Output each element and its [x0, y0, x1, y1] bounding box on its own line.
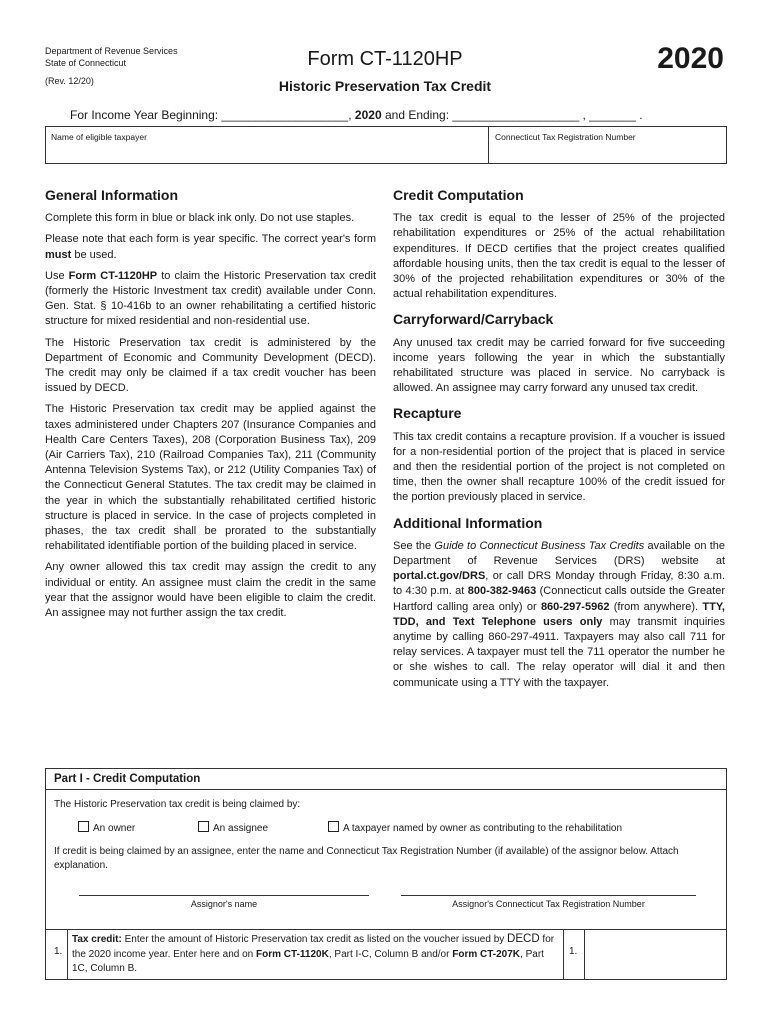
gi-paragraph-4: The Historic Preservation tax credit is administered by the Department of Economic and Community Development (DECD). The credit may only be claimed if a tax credit voucher has been issued by DECD. [45, 336, 376, 395]
option-assignee[interactable] [198, 821, 268, 834]
part1-heading: Part I - Credit Computation [54, 773, 201, 785]
carryforward-heading: Carryforward/Carryback [393, 311, 554, 328]
line1-box-number: 1. [569, 946, 578, 957]
form-title: Form CT-1120HP [307, 48, 463, 70]
taxpayer-name-label: Name of eligible taxpayer [51, 132, 147, 142]
gi-paragraph-1: Complete this form in blue or black ink only. Do not use staples. [45, 212, 355, 225]
general-information-heading: General Information [45, 187, 179, 203]
dept-name: Department of Revenue Services [45, 46, 178, 56]
taxpayer-name-field[interactable] [48, 143, 484, 161]
recapture-text: This tax credit contains a recapture provision. If a voucher is issued for a non-residential portion of the project that is placed in service and then the residential portion of the project is not completed on time, then the owner shall recapture 100% of the credit issued for the portion previously placed in service. [393, 430, 725, 504]
state-name: State of Connecticut [45, 58, 127, 68]
drs-phone-1: 800-382-9463 [467, 585, 537, 598]
taxpayer-box-divider [488, 127, 489, 163]
taxpayer-box [45, 126, 727, 164]
income-year-bold: 2020 [354, 108, 382, 122]
line1-amount-field[interactable] [587, 932, 723, 976]
option-owner[interactable] [78, 821, 135, 834]
part1-header [46, 769, 726, 790]
line1-number: 1. [54, 946, 63, 957]
income-year-prefix: For Income Year Beginning: ___________________, [70, 108, 352, 122]
gi-paragraph-3: Use Form CT-1120HP to claim the Historic Preservation tax credit (formerly the Historic Investment tax credit) available under Conn. Gen. Stat. § 10-416b to an owner rehabilitating a certified historic structure for mixed residential and non-residential use. [45, 269, 376, 328]
right-column [393, 188, 725, 697]
carryforward-text: Any unused tax credit may be carried forward for five succeeding income years following the year in which the substantially rehabilitated structure was placed in service. No carryback is allowed. An assignee may carry forward any unused tax credit. [393, 336, 725, 395]
tax-registration-field[interactable] [492, 143, 722, 161]
guide-title: Guide to Connecticut Business Tax Credits [434, 539, 645, 552]
gi-paragraph-5: The Historic Preservation tax credit may be applied against the taxes administered under Chapters 207 (Insurance Companies and Health Care Centers Taxes), 208 (Corporation Business Tax), 209 (Air Carriers Tax), 210 (Railroad Companies Tax), 211 (Community Antenna Television Systems Tax), or 212 (Utility Companies Tax) of the Connecticut General Statutes. The tax credit may be claimed in the year in which the substantially rehabilitated certified historic structure is placed in service. In the case of projects completed in phases, the tax credit shall be prorated to the substantially rehabilitated identifiable portion of the building placed in service. [45, 403, 376, 553]
line1-description: Tax credit: Enter the amount of Historic Preservation tax credit as listed on the voucher issued by DECD for the 2020 income year. Enter here and on Form CT-1120K, Part I-C, Column B and/or Form CT-207K, Part 1C, Column B. [72, 933, 555, 974]
tax-year: 2020 [657, 42, 724, 75]
credit-computation-heading: Credit Computation [393, 187, 524, 203]
gi-paragraph-6: Any owner allowed this tax credit may assign the credit to any individual or entity. An assignee must claim the credit in the same year that the assignor would have been eligible to claim the credit. An assignee may not further assign the tax credit. [45, 561, 376, 620]
decd-abbrev: DECD [507, 933, 540, 945]
owner-checkbox[interactable] [78, 821, 89, 832]
assignor-reg-label: Assignor's Connecticut Tax Registration Number [452, 899, 645, 909]
part1-box [45, 768, 727, 980]
drs-phone-2: 860-297-5962 [540, 600, 610, 613]
claimed-by-label: The Historic Preservation tax credit is being claimed by: [54, 799, 301, 810]
taxpayer-checkbox[interactable] [328, 821, 339, 832]
assignee-checkbox[interactable] [198, 821, 209, 832]
option-taxpayer[interactable] [328, 821, 622, 834]
tax-registration-label: Connecticut Tax Registration Number [495, 132, 636, 142]
drs-website-link[interactable]: portal.ct.gov/DRS [393, 570, 486, 583]
general-information [45, 188, 376, 627]
recapture-heading: Recapture [393, 405, 462, 422]
assignee-label: An assignee [213, 823, 269, 834]
line1-divider-right [584, 930, 585, 979]
assignor-name-line[interactable] [79, 895, 369, 896]
assignor-name-label: Assignor's name [190, 899, 258, 909]
form-subtitle: Historic Preservation Tax Credit [278, 78, 492, 94]
line1-divider-mid [563, 930, 564, 979]
tty-note: TTY, TDD, and Text Telephone users only [393, 600, 725, 628]
taxpayer-label: A taxpayer named by owner as contributing to the rehabilitation [343, 823, 623, 834]
credit-computation-text: The tax credit is equal to the lesser of 25% of the projected rehabilitation expenditures or 25% of the actual rehabilitation expenditures. If DECD certifies that the project creates qualified affordable housing units, then the tax credit is equal to the lesser of 30% of the projected rehabilitation expenditures or 30% of the actual rehabilitation expenditures. [393, 212, 725, 301]
revision-date: (Rev. 12/20) [45, 76, 94, 86]
line1-divider-left [67, 930, 68, 979]
income-year-line[interactable] [70, 108, 643, 122]
additional-information-heading: Additional Information [393, 514, 543, 531]
line1-row [46, 929, 726, 979]
gi-paragraph-2: Please note that each form is year specific. The correct year's form must be used. [45, 233, 376, 261]
income-year-suffix: and Ending: ___________________ , _______ . [384, 108, 643, 122]
owner-label: An owner [93, 823, 136, 834]
assignor-reg-line[interactable] [401, 895, 696, 896]
additional-information-text: See the Guide to Connecticut Business Tax Credits available on the Department of Revenue Services (DRS) website at portal.ct.gov/DRS, or call DRS Monday through Friday, 8:30 a.m. to 4:30 p.m. at 800-382-9463 (Connecticut calls outside the Greater Hartford calling area only) or 860-297-5962 (from anywhere). TTY, TDD, and Text Telephone users only may transmit inquiries anytime by calling 860-297-4911. Taxpayers may also call 711 for relay services. A taxpayer must tell the 711 operator the number he or she wishes to call. The relay operator will dial it and then communicate using a TTY with the taxpayer. [393, 539, 725, 689]
assignee-note: If credit is being claimed by an assignee, enter the name and Connecticut Tax Registration Number (if available) of the assignor below. Attach explanation. [54, 846, 679, 871]
